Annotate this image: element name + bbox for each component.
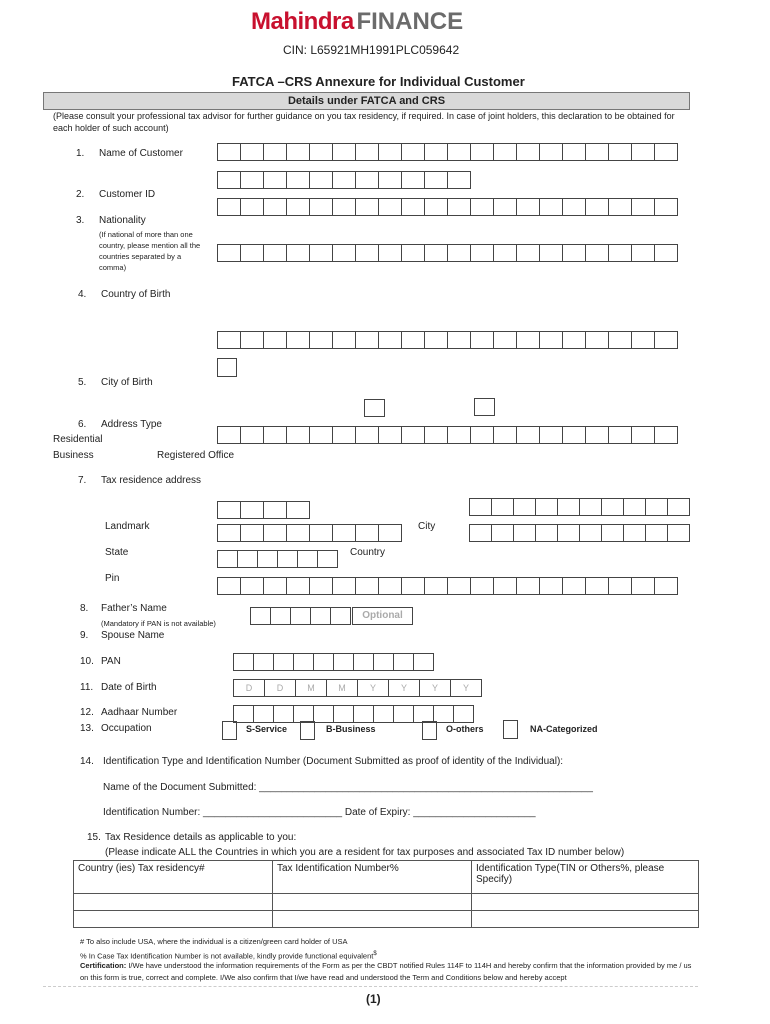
char-box[interactable] xyxy=(240,577,264,595)
spouse-name-label: Spouse Name xyxy=(101,630,165,641)
char-box[interactable] xyxy=(217,550,238,568)
nationality-label: Nationality xyxy=(99,215,146,226)
brand-logo xyxy=(251,8,463,36)
name-label: Name of Customer xyxy=(99,148,183,159)
char-box[interactable] xyxy=(263,244,287,262)
char-box[interactable] xyxy=(290,607,311,625)
char-box[interactable] xyxy=(217,426,241,444)
char-box[interactable] xyxy=(539,143,563,161)
occupation-others-checkbox[interactable] xyxy=(422,721,437,740)
char-box[interactable] xyxy=(332,331,356,349)
char-box[interactable] xyxy=(378,577,402,595)
field-number: 5. xyxy=(78,377,87,388)
char-box[interactable] xyxy=(447,577,471,595)
char-box[interactable] xyxy=(355,577,379,595)
char-box[interactable] xyxy=(493,577,517,595)
char-box[interactable] xyxy=(332,244,356,262)
address-boxes[interactable] xyxy=(217,426,677,444)
column-header: Country (ies) Tax residency# xyxy=(74,861,273,894)
char-box[interactable] xyxy=(667,498,690,516)
char-box[interactable] xyxy=(393,705,414,723)
char-box[interactable] xyxy=(493,426,517,444)
char-box[interactable] xyxy=(631,143,655,161)
certification xyxy=(80,960,700,984)
tax-residency-table xyxy=(73,860,699,928)
country-of-birth-label: Country of Birth xyxy=(101,289,171,300)
char-box[interactable] xyxy=(424,198,448,216)
char-box[interactable] xyxy=(608,143,632,161)
char-box[interactable] xyxy=(516,244,540,262)
char-box[interactable] xyxy=(493,198,517,216)
nationality-boxes[interactable] xyxy=(217,244,677,262)
char-box[interactable] xyxy=(253,653,274,671)
city-label: City xyxy=(418,521,436,532)
char-box[interactable] xyxy=(491,524,514,542)
char-box[interactable] xyxy=(424,171,448,189)
footnote-sup: $ xyxy=(373,951,377,957)
char-box[interactable] xyxy=(539,198,563,216)
char-box[interactable] xyxy=(562,244,586,262)
char-box[interactable] xyxy=(263,426,287,444)
char-box[interactable] xyxy=(297,550,318,568)
char-box[interactable] xyxy=(585,426,609,444)
char-box[interactable] xyxy=(608,577,632,595)
char-box[interactable] xyxy=(378,524,402,542)
char-box[interactable] xyxy=(654,426,678,444)
field-number: 15. xyxy=(87,832,101,843)
field-number: 9. xyxy=(80,630,89,641)
char-box[interactable] xyxy=(513,498,536,516)
field-number: 1. xyxy=(76,148,85,159)
occupation-service: S-Service xyxy=(246,724,288,734)
address-line1-boxes[interactable] xyxy=(217,501,309,519)
char-box[interactable] xyxy=(631,577,655,595)
date-of-birth-label: Date of Birth xyxy=(101,682,157,693)
char-box[interactable] xyxy=(601,498,624,516)
field-number: 4. xyxy=(78,289,87,300)
char-box[interactable] xyxy=(286,524,310,542)
char-box[interactable] xyxy=(273,705,294,723)
char-box[interactable] xyxy=(355,331,379,349)
field-number: 14. xyxy=(80,756,94,767)
char-box[interactable] xyxy=(250,607,271,625)
char-box[interactable] xyxy=(263,143,287,161)
char-box[interactable] xyxy=(313,653,334,671)
char-box[interactable] xyxy=(654,244,678,262)
char-box[interactable] xyxy=(447,143,471,161)
char-box[interactable] xyxy=(310,607,331,625)
fathers-name-label: Father’s Name xyxy=(101,603,167,614)
char-box[interactable] xyxy=(240,244,264,262)
char-box[interactable] xyxy=(277,550,298,568)
char-box[interactable] xyxy=(332,171,356,189)
char-box[interactable] xyxy=(378,171,402,189)
nationality-hint: (If national of more than one country, please mention all the countries separated by a comma) xyxy=(99,230,201,272)
char-box[interactable] xyxy=(623,524,646,542)
pin-boxes[interactable] xyxy=(217,577,677,595)
aadhaar-label: Aadhaar Number xyxy=(101,707,178,718)
occupation-business-checkbox[interactable] xyxy=(300,721,315,740)
char-box[interactable] xyxy=(309,331,333,349)
field-number: 11. xyxy=(80,682,94,693)
char-box[interactable] xyxy=(539,331,563,349)
occupation-na-checkbox[interactable] xyxy=(503,720,518,739)
char-box[interactable]: Y xyxy=(388,679,420,697)
char-box[interactable] xyxy=(401,331,425,349)
char-box[interactable] xyxy=(557,524,580,542)
intro-note: (Please consult your professional tax advisor for further guidance on you tax residency, if required. In case of joint holders, this declaration to be obtained for each holder of such account) xyxy=(53,111,675,133)
country-label: Country xyxy=(350,547,386,558)
char-box[interactable] xyxy=(286,426,310,444)
page-number: (1) xyxy=(366,992,381,1006)
char-box[interactable] xyxy=(378,143,402,161)
char-box[interactable] xyxy=(263,524,287,542)
char-box[interactable] xyxy=(240,331,264,349)
name-boxes-line2[interactable] xyxy=(217,171,470,189)
field-number: 13. xyxy=(80,723,94,734)
char-box[interactable] xyxy=(355,524,379,542)
table-header-row xyxy=(74,861,699,894)
char-box[interactable] xyxy=(493,331,517,349)
char-box[interactable] xyxy=(378,198,402,216)
char-box[interactable]: Y xyxy=(357,679,389,697)
tax-residence-address-label: Tax residence address xyxy=(101,475,202,486)
tax-residence-details-label: Tax Residence details as applicable to you: xyxy=(105,832,297,843)
address-line1-right-boxes[interactable] xyxy=(469,498,689,516)
column-header: Tax Identification Number% xyxy=(273,861,472,894)
identification-number-line[interactable]: Identification Number: _________________________ Date of Expiry: ______________________ xyxy=(103,807,536,818)
char-box[interactable] xyxy=(332,426,356,444)
char-box[interactable] xyxy=(355,244,379,262)
char-box[interactable] xyxy=(579,498,602,516)
char-box[interactable] xyxy=(253,705,274,723)
char-box[interactable] xyxy=(217,198,241,216)
char-box[interactable] xyxy=(579,524,602,542)
char-box[interactable] xyxy=(393,653,414,671)
char-box[interactable]: D xyxy=(233,679,265,697)
char-box[interactable] xyxy=(217,331,241,349)
city-of-birth-label: City of Birth xyxy=(101,377,153,388)
char-box[interactable] xyxy=(355,426,379,444)
char-box[interactable] xyxy=(453,705,474,723)
char-box[interactable] xyxy=(317,550,338,568)
char-box[interactable] xyxy=(667,524,690,542)
char-box[interactable] xyxy=(286,143,310,161)
char-box[interactable] xyxy=(539,577,563,595)
footnote-tin-text: % In Case Tax Identification Number is not available, kindly provide functional equivalent xyxy=(80,951,374,961)
table-cell[interactable] xyxy=(273,894,472,911)
char-box[interactable] xyxy=(470,577,494,595)
char-box[interactable] xyxy=(654,198,678,216)
char-box[interactable] xyxy=(516,577,540,595)
char-box[interactable] xyxy=(585,331,609,349)
char-box[interactable] xyxy=(608,331,632,349)
char-box[interactable] xyxy=(516,331,540,349)
field-number: 12. xyxy=(80,707,94,718)
char-box[interactable] xyxy=(309,244,333,262)
address-type-checkbox-business[interactable] xyxy=(364,399,385,417)
char-box[interactable] xyxy=(447,426,471,444)
certification-label: Certification: xyxy=(80,961,127,970)
char-box[interactable] xyxy=(539,426,563,444)
char-box[interactable] xyxy=(286,577,310,595)
char-box[interactable] xyxy=(562,143,586,161)
field-number: 2. xyxy=(76,189,85,200)
char-box[interactable] xyxy=(240,143,264,161)
pan-label: PAN xyxy=(101,656,121,667)
char-box[interactable] xyxy=(355,143,379,161)
char-box[interactable] xyxy=(373,705,394,723)
occupation-others: O-others xyxy=(446,724,484,734)
char-box[interactable] xyxy=(217,501,241,519)
char-box[interactable] xyxy=(309,143,333,161)
date-of-birth-boxes[interactable] xyxy=(233,679,481,697)
field-number: 3. xyxy=(76,215,85,226)
char-box[interactable] xyxy=(631,244,655,262)
table-cell[interactable] xyxy=(74,911,273,928)
char-box[interactable] xyxy=(233,653,254,671)
char-box[interactable] xyxy=(585,244,609,262)
char-box[interactable] xyxy=(535,524,558,542)
char-box[interactable] xyxy=(608,198,632,216)
state-label: State xyxy=(105,547,129,558)
country-of-birth-boxes[interactable] xyxy=(217,331,677,349)
char-box[interactable] xyxy=(240,171,264,189)
landmark-label: Landmark xyxy=(105,521,150,532)
char-box[interactable] xyxy=(424,331,448,349)
char-box[interactable] xyxy=(585,143,609,161)
char-box[interactable] xyxy=(332,198,356,216)
occupation-na: NA-Categorized xyxy=(530,724,598,734)
name-boxes[interactable] xyxy=(217,143,677,161)
char-box[interactable] xyxy=(401,171,425,189)
char-box[interactable] xyxy=(333,705,354,723)
char-box[interactable] xyxy=(378,426,402,444)
char-box[interactable] xyxy=(470,244,494,262)
table-row xyxy=(74,911,699,928)
customer-id-label: Customer ID xyxy=(99,189,156,200)
divider xyxy=(43,986,698,987)
char-box[interactable] xyxy=(353,653,374,671)
char-box[interactable] xyxy=(424,244,448,262)
pin-label: Pin xyxy=(105,573,120,584)
table-cell[interactable] xyxy=(273,911,472,928)
occupation-service-checkbox[interactable] xyxy=(222,721,237,740)
char-box[interactable] xyxy=(263,171,287,189)
char-box[interactable] xyxy=(286,244,310,262)
char-box[interactable] xyxy=(332,577,356,595)
char-box[interactable] xyxy=(378,244,402,262)
char-box[interactable]: M xyxy=(326,679,358,697)
char-box[interactable] xyxy=(631,198,655,216)
brand-name-red: Mahindra xyxy=(251,8,354,35)
cin-number: CIN: L65921MH1991PLC059642 xyxy=(283,43,460,57)
char-box[interactable] xyxy=(293,653,314,671)
address-type-business: Business xyxy=(53,450,94,461)
char-box[interactable] xyxy=(447,331,471,349)
char-box[interactable] xyxy=(263,577,287,595)
fathers-name-hint: (Mandatory if PAN is not available) xyxy=(101,619,216,628)
char-box[interactable] xyxy=(240,501,264,519)
char-box[interactable]: Y xyxy=(419,679,451,697)
char-box[interactable] xyxy=(601,524,624,542)
char-box[interactable]: D xyxy=(264,679,296,697)
char-box[interactable] xyxy=(608,426,632,444)
char-box[interactable] xyxy=(493,143,517,161)
char-box[interactable] xyxy=(413,653,434,671)
char-box[interactable] xyxy=(401,426,425,444)
char-box[interactable] xyxy=(562,577,586,595)
document-submitted-line[interactable]: Name of the Document Submitted: ____________________________________________________________ xyxy=(103,782,593,793)
char-box[interactable] xyxy=(217,171,241,189)
char-box[interactable] xyxy=(447,171,471,189)
char-box[interactable] xyxy=(645,524,668,542)
char-box[interactable] xyxy=(562,198,586,216)
char-box[interactable] xyxy=(313,705,334,723)
char-box[interactable] xyxy=(557,498,580,516)
char-box[interactable] xyxy=(309,171,333,189)
char-box[interactable] xyxy=(513,524,536,542)
char-box[interactable] xyxy=(237,550,258,568)
char-box[interactable] xyxy=(401,244,425,262)
char-box[interactable] xyxy=(217,524,241,542)
table-cell[interactable] xyxy=(472,911,699,928)
identification-label: Identification Type and Identification Number (Document Submitted as proof of identity of the Individual): xyxy=(103,756,564,767)
section-banner: Details under FATCA and CRS xyxy=(43,92,690,110)
address-type-registered-office: Registered Office xyxy=(157,450,235,461)
char-box[interactable] xyxy=(447,198,471,216)
char-box[interactable] xyxy=(424,143,448,161)
char-box[interactable] xyxy=(332,143,356,161)
char-box[interactable] xyxy=(470,426,494,444)
char-box[interactable] xyxy=(654,143,678,161)
char-box[interactable] xyxy=(608,244,632,262)
char-box[interactable] xyxy=(217,143,241,161)
table-cell[interactable] xyxy=(472,894,699,911)
char-box[interactable] xyxy=(469,498,492,516)
field-number: 7. xyxy=(78,475,87,486)
char-box[interactable] xyxy=(257,550,278,568)
address-type-label: Address Type xyxy=(101,419,162,430)
optional-marker: Optional xyxy=(352,607,413,625)
char-box[interactable] xyxy=(378,331,402,349)
char-box[interactable] xyxy=(240,426,264,444)
char-box[interactable] xyxy=(263,501,287,519)
occupation-business: B-Business xyxy=(326,724,376,734)
fathers-name-boxes[interactable] xyxy=(250,607,350,625)
char-box[interactable] xyxy=(539,244,563,262)
char-box[interactable] xyxy=(355,198,379,216)
char-box[interactable] xyxy=(470,331,494,349)
char-box[interactable] xyxy=(654,331,678,349)
char-box[interactable] xyxy=(645,498,668,516)
char-box[interactable] xyxy=(491,498,514,516)
field-number: 8. xyxy=(80,603,89,614)
address-type-checkbox-registered-office[interactable] xyxy=(474,398,495,416)
field-number: 6. xyxy=(78,419,87,430)
char-box[interactable] xyxy=(263,198,287,216)
char-box[interactable] xyxy=(330,607,351,625)
char-box[interactable] xyxy=(217,244,241,262)
char-box[interactable] xyxy=(424,577,448,595)
char-box[interactable] xyxy=(286,198,310,216)
country-of-birth-extra-box[interactable] xyxy=(217,358,237,377)
char-box[interactable] xyxy=(562,331,586,349)
char-box[interactable] xyxy=(286,171,310,189)
footnote-usa: # To also include USA, where the individual is a citizen/green card holder of USA xyxy=(80,937,348,946)
char-box[interactable] xyxy=(535,498,558,516)
char-box[interactable] xyxy=(309,524,333,542)
column-header: Identification Type(TIN or Others%, please Specify) xyxy=(472,861,699,894)
char-box[interactable] xyxy=(333,653,354,671)
char-box[interactable] xyxy=(516,426,540,444)
char-box[interactable] xyxy=(270,607,291,625)
occupation-label: Occupation xyxy=(101,723,152,734)
char-box[interactable] xyxy=(353,705,374,723)
char-box[interactable] xyxy=(447,244,471,262)
char-box[interactable] xyxy=(469,524,492,542)
char-box[interactable] xyxy=(654,577,678,595)
char-box[interactable] xyxy=(332,524,356,542)
char-box[interactable] xyxy=(470,198,494,216)
aadhaar-boxes[interactable] xyxy=(233,705,473,723)
address-type-residential: Residential xyxy=(53,434,103,445)
char-box[interactable]: M xyxy=(295,679,327,697)
char-box[interactable] xyxy=(401,577,425,595)
char-box[interactable] xyxy=(373,653,394,671)
char-box[interactable] xyxy=(562,426,586,444)
char-box[interactable] xyxy=(309,198,333,216)
char-box[interactable] xyxy=(355,171,379,189)
brand-name-grey: FINANCE xyxy=(356,8,464,35)
char-box[interactable] xyxy=(263,331,287,349)
char-box[interactable] xyxy=(585,198,609,216)
char-box[interactable] xyxy=(240,524,264,542)
city-boxes[interactable] xyxy=(469,524,689,542)
certification-text: I/We have understood the information requirements of the Form as per the CBDT notified Rules 114F to 114H and hereby confirm that the information provided by me / us on this form is true, correct and complete. I/We also confirm that I/we have read and understood the Term and Conditions below and hereby accept xyxy=(80,961,692,982)
field-number: 10. xyxy=(80,656,94,667)
table-row xyxy=(74,894,699,911)
char-box[interactable] xyxy=(286,331,310,349)
customer-id-boxes[interactable] xyxy=(217,198,677,216)
char-box[interactable] xyxy=(493,244,517,262)
pan-boxes[interactable] xyxy=(233,653,433,671)
char-box[interactable] xyxy=(309,577,333,595)
char-box[interactable] xyxy=(516,198,540,216)
state-boxes[interactable] xyxy=(217,550,337,568)
char-box[interactable] xyxy=(631,331,655,349)
char-box[interactable]: Y xyxy=(450,679,482,697)
char-box[interactable] xyxy=(623,498,646,516)
char-box[interactable] xyxy=(424,426,448,444)
char-box[interactable] xyxy=(217,577,241,595)
page-title: FATCA –CRS Annexure for Individual Customer xyxy=(232,74,525,89)
char-box[interactable] xyxy=(631,426,655,444)
char-box[interactable] xyxy=(273,653,294,671)
char-box[interactable] xyxy=(309,426,333,444)
char-box[interactable] xyxy=(401,143,425,161)
landmark-boxes[interactable] xyxy=(217,524,401,542)
char-box[interactable] xyxy=(470,143,494,161)
char-box[interactable] xyxy=(240,198,264,216)
char-box[interactable] xyxy=(401,198,425,216)
char-box[interactable] xyxy=(585,577,609,595)
char-box[interactable] xyxy=(286,501,310,519)
table-cell[interactable] xyxy=(74,894,273,911)
tax-residence-hint: (Please indicate ALL the Countries in which you are a resident for tax purposes and associated Tax ID number below) xyxy=(105,847,625,858)
char-box[interactable] xyxy=(516,143,540,161)
